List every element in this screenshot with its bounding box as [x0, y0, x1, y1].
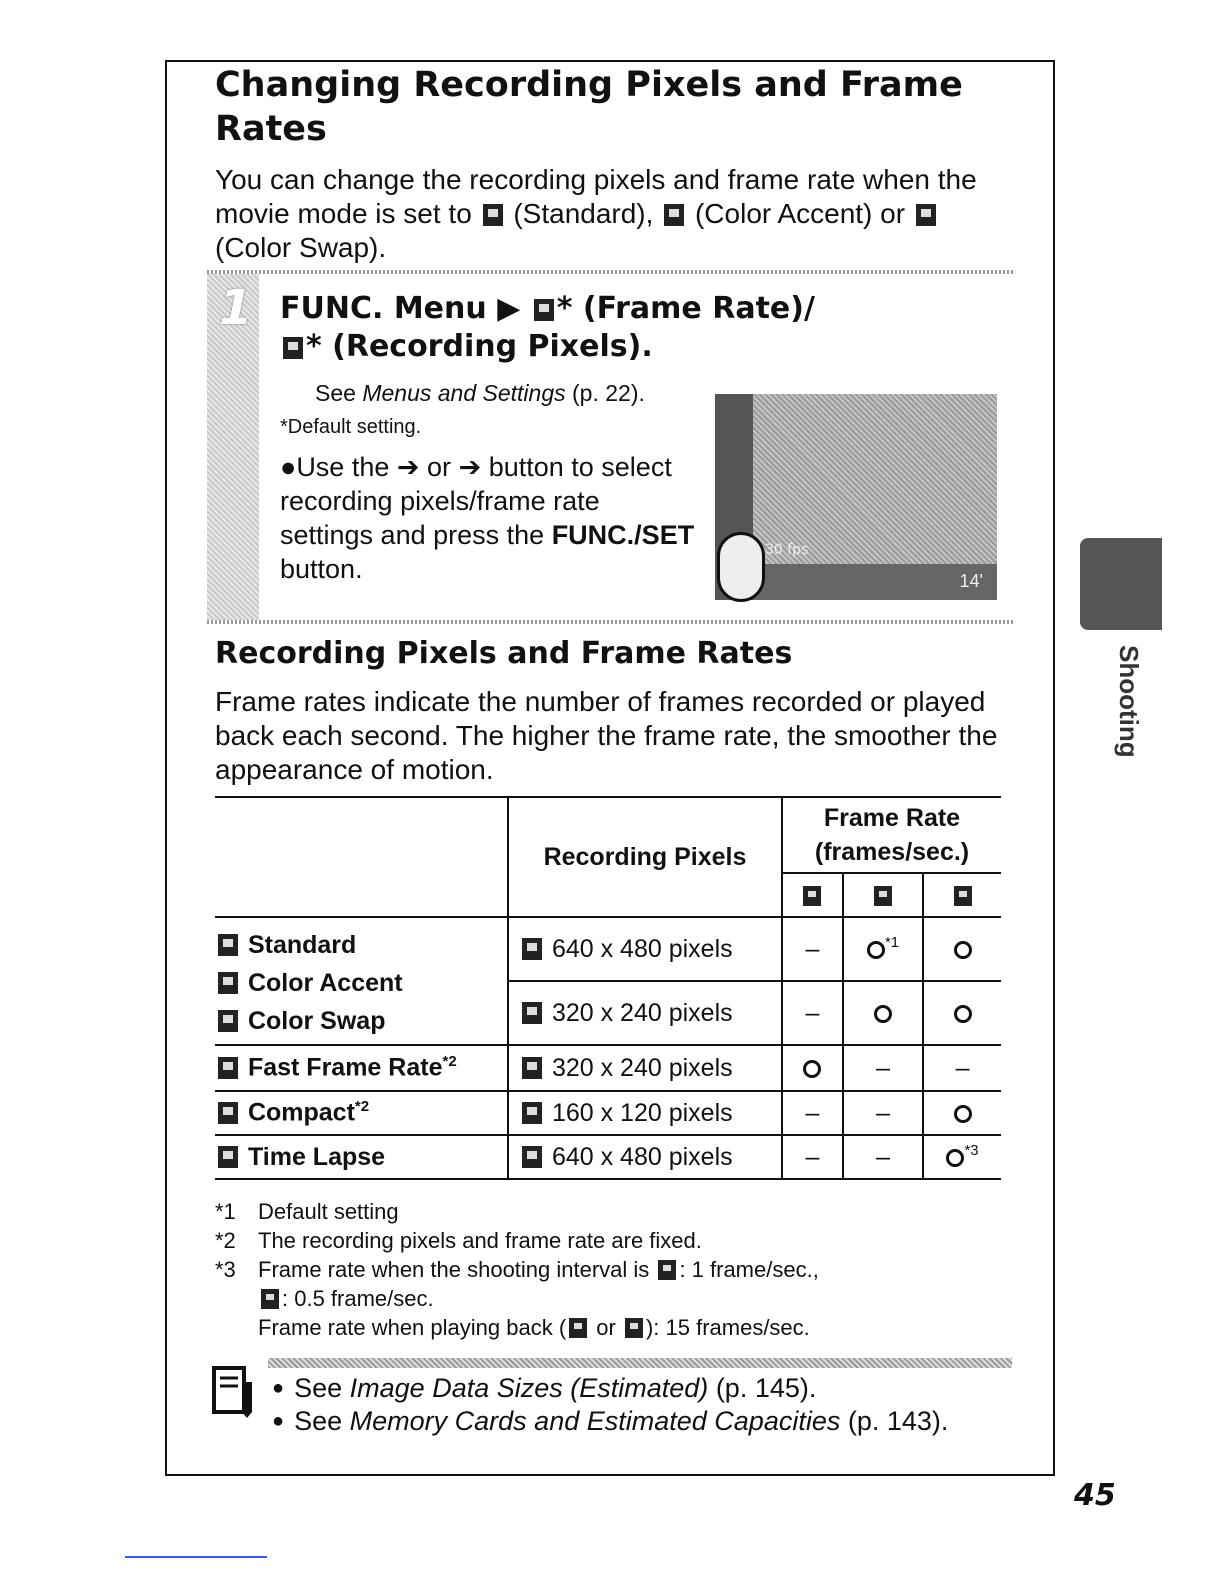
table-header-mode [215, 797, 508, 917]
table-header-pixels: Recording Pixels [508, 797, 782, 917]
pixels-640-icon [522, 1146, 542, 1168]
mode-cell [215, 1135, 508, 1179]
frame-rate-icon [534, 299, 554, 321]
fast-frame-rate-icon [218, 1057, 238, 1079]
note-item [272, 1372, 948, 1405]
note-item [272, 1405, 948, 1438]
footnote-text: ): 15 frames/sec. [645, 1315, 810, 1340]
supported-circle-icon [874, 1005, 892, 1023]
section-paragraph: Frame rates indicate the number of frames recorded or played back each second. The higher the frame rate, the smoother the appearance of motion. [215, 686, 998, 785]
mode-color-accent: Color Accent [247, 969, 403, 997]
mode-time-lapse: Time Lapse [247, 1142, 386, 1171]
footnote-ref: *2 [442, 1053, 457, 1071]
bullet-icon: ● [280, 452, 297, 482]
footnote-text: Frame rate when playing back ( [258, 1315, 567, 1340]
mode-color-swap: Color Swap [247, 1007, 386, 1035]
mode-fast-frame-rate: Fast Frame Rate [247, 1053, 443, 1082]
footnote-text: : 1 frame/sec., [679, 1257, 819, 1282]
supported-circle-icon [803, 1060, 821, 1078]
standard-movie-icon [218, 934, 238, 956]
lcd-highlight-oval [717, 532, 765, 602]
right-arrow-icon: ➔ [458, 452, 482, 482]
interval-2s-icon [261, 1289, 279, 1309]
footer-rule [125, 1556, 267, 1558]
pixels-320-icon [522, 1002, 542, 1024]
rate-15-cell [923, 1091, 1001, 1135]
footnote-text: Frame rate when the shooting interval is [258, 1257, 650, 1282]
chapter-tab [1080, 538, 1162, 630]
interval-1s-icon [658, 1260, 676, 1280]
intro-color-swap: (Color Swap). [215, 232, 387, 263]
table-row [215, 1135, 1001, 1179]
page-number: 45 [1074, 1478, 1116, 1513]
fps-30-icon [843, 873, 923, 917]
intro-standard: (Standard), [513, 198, 654, 229]
rate-15-cell [923, 917, 1001, 981]
see-link: Menus and Settings [362, 380, 566, 406]
pixels-cell [508, 1045, 782, 1091]
step-title-frame-rate: * (Frame Rate)/ [556, 291, 815, 326]
note-suffix: (p. 143). [847, 1406, 949, 1436]
step-title [280, 290, 900, 366]
fps-60-icon [782, 873, 843, 917]
interval-2s-icon [625, 1318, 643, 1338]
pixels-value: 640 x 480 pixels [551, 934, 733, 963]
rate-30-cell: – [843, 1045, 923, 1091]
supported-circle-icon [954, 1105, 972, 1123]
color-accent-icon [218, 972, 238, 994]
footnote-text: Default setting [258, 1199, 399, 1224]
intro-text: You can change the recording pixels and frame rate when the movie mode is set to [215, 164, 977, 229]
lcd-remaining-time: 14' [959, 571, 983, 591]
note-prefix: See [294, 1406, 343, 1436]
arrow-right-icon: ▶ [497, 291, 521, 326]
footnotes [215, 1197, 819, 1342]
footnote-ref: *2 [354, 1098, 370, 1116]
mode-group-cell [215, 917, 508, 1045]
step-bullet [280, 450, 700, 586]
bullet-or: or [427, 452, 452, 482]
rate-60-cell: – [782, 1091, 843, 1135]
reference-note [210, 1358, 1012, 1438]
footnote-mark: *1 [215, 1199, 236, 1224]
pixels-cell [508, 1135, 782, 1179]
rate-30-cell: – [843, 1091, 923, 1135]
memo-icon [212, 1362, 258, 1420]
note-suffix: (p. 145). [715, 1373, 817, 1403]
color-swap-icon [916, 204, 936, 226]
pixels-cell [508, 917, 782, 981]
mode-cell [215, 1091, 508, 1135]
supported-circle-icon [946, 1149, 964, 1167]
step-bottom-rule [207, 620, 1015, 624]
step-number: 1 [219, 280, 253, 336]
standard-movie-icon [483, 204, 503, 226]
table-row [215, 917, 1001, 981]
rate-30-cell [843, 917, 923, 981]
default-setting-note: *Default setting. [280, 416, 422, 438]
rate-15-cell [923, 1135, 1001, 1179]
note-top-rule [268, 1358, 1012, 1368]
rate-60-cell [782, 1045, 843, 1091]
time-lapse-icon [218, 1146, 238, 1168]
rate-30-cell: – [843, 1135, 923, 1179]
recording-pixels-icon [283, 337, 303, 359]
mode-compact: Compact [247, 1098, 355, 1127]
footnote-3 [215, 1255, 819, 1342]
step-title-recording-pixels: * (Recording Pixels). [306, 329, 653, 364]
left-arrow-icon: ➔ [396, 452, 420, 482]
mode-cell [215, 1045, 508, 1091]
rate-60-cell: – [782, 1135, 843, 1179]
bullet-text-b: button to select recording pixels/frame rate settings and press the [280, 452, 672, 550]
step-1-panel [207, 270, 1015, 624]
func-set-button-label: FUNC./SET [551, 520, 695, 550]
intro-or: or [880, 198, 906, 229]
supported-circle-icon [954, 1005, 972, 1023]
note-list [272, 1372, 948, 1438]
see-page: (p. 22). [572, 380, 645, 406]
rate-60-cell: – [782, 981, 843, 1045]
chapter-tab-label: Shooting [1114, 645, 1144, 758]
pixels-value: 320 x 240 pixels [551, 1053, 733, 1082]
footnote-mark: *3 [215, 1257, 236, 1282]
pixels-640-icon [522, 938, 542, 960]
rate-15-cell: – [923, 1045, 1001, 1091]
intro-paragraph [215, 163, 1015, 265]
footnote-1 [215, 1197, 819, 1226]
footnote-2 [215, 1226, 819, 1255]
footnote-ref: *1 [884, 934, 900, 952]
supported-circle-icon [867, 941, 885, 959]
step-number-bar [207, 274, 259, 620]
camera-lcd-screenshot [715, 394, 997, 600]
note-prefix: See [294, 1373, 343, 1403]
intro-color-accent: (Color Accent) [694, 198, 873, 229]
rate-30-cell [843, 981, 923, 1045]
frame-rate-table [215, 796, 1001, 1180]
table-row [215, 1045, 1001, 1091]
rate-15-cell [923, 981, 1001, 1045]
footnote-text: or [596, 1315, 616, 1340]
section-title: Recording Pixels and Frame Rates [215, 636, 793, 671]
interval-1s-icon [569, 1318, 587, 1338]
pixels-value: 320 x 240 pixels [551, 998, 733, 1027]
footnote-text: : 0.5 frame/sec. [282, 1286, 434, 1311]
color-swap-icon [218, 1010, 238, 1032]
mode-standard: Standard [247, 931, 357, 959]
note-link: Image Data Sizes (Estimated) [349, 1373, 709, 1403]
table-row [215, 1091, 1001, 1135]
step-top-rule [207, 270, 1015, 274]
pixels-cell [508, 981, 782, 1045]
pixels-160-icon [522, 1102, 542, 1124]
fps-15-icon [923, 873, 1001, 917]
footnote-text: The recording pixels and frame rate are fixed. [258, 1228, 702, 1253]
footnote-ref: *3 [964, 1142, 979, 1160]
page-title: Changing Recording Pixels and Frame Rates [215, 65, 963, 149]
pixels-cell [508, 1091, 782, 1135]
note-link: Memory Cards and Estimated Capacities [349, 1406, 841, 1436]
pixels-value: 160 x 120 pixels [551, 1098, 733, 1127]
pixels-value: 640 x 480 pixels [551, 1142, 733, 1171]
color-accent-icon [664, 204, 684, 226]
footnote-mark: *2 [215, 1228, 236, 1253]
compact-icon [218, 1102, 238, 1124]
bullet-text-a: Use the [296, 452, 390, 482]
supported-circle-icon [954, 941, 972, 959]
see-reference [315, 380, 645, 407]
lcd-fps-label: 30 fps [765, 542, 809, 558]
rate-60-cell: – [782, 917, 843, 981]
bullet-text-c: button. [280, 554, 363, 584]
step-title-func-menu: FUNC. Menu [280, 291, 487, 326]
table-header-rate: Frame Rate (frames/sec.) [782, 797, 1001, 873]
pixels-320-icon [522, 1057, 542, 1079]
see-prefix: See [315, 380, 356, 406]
table-header-row [215, 797, 1001, 873]
